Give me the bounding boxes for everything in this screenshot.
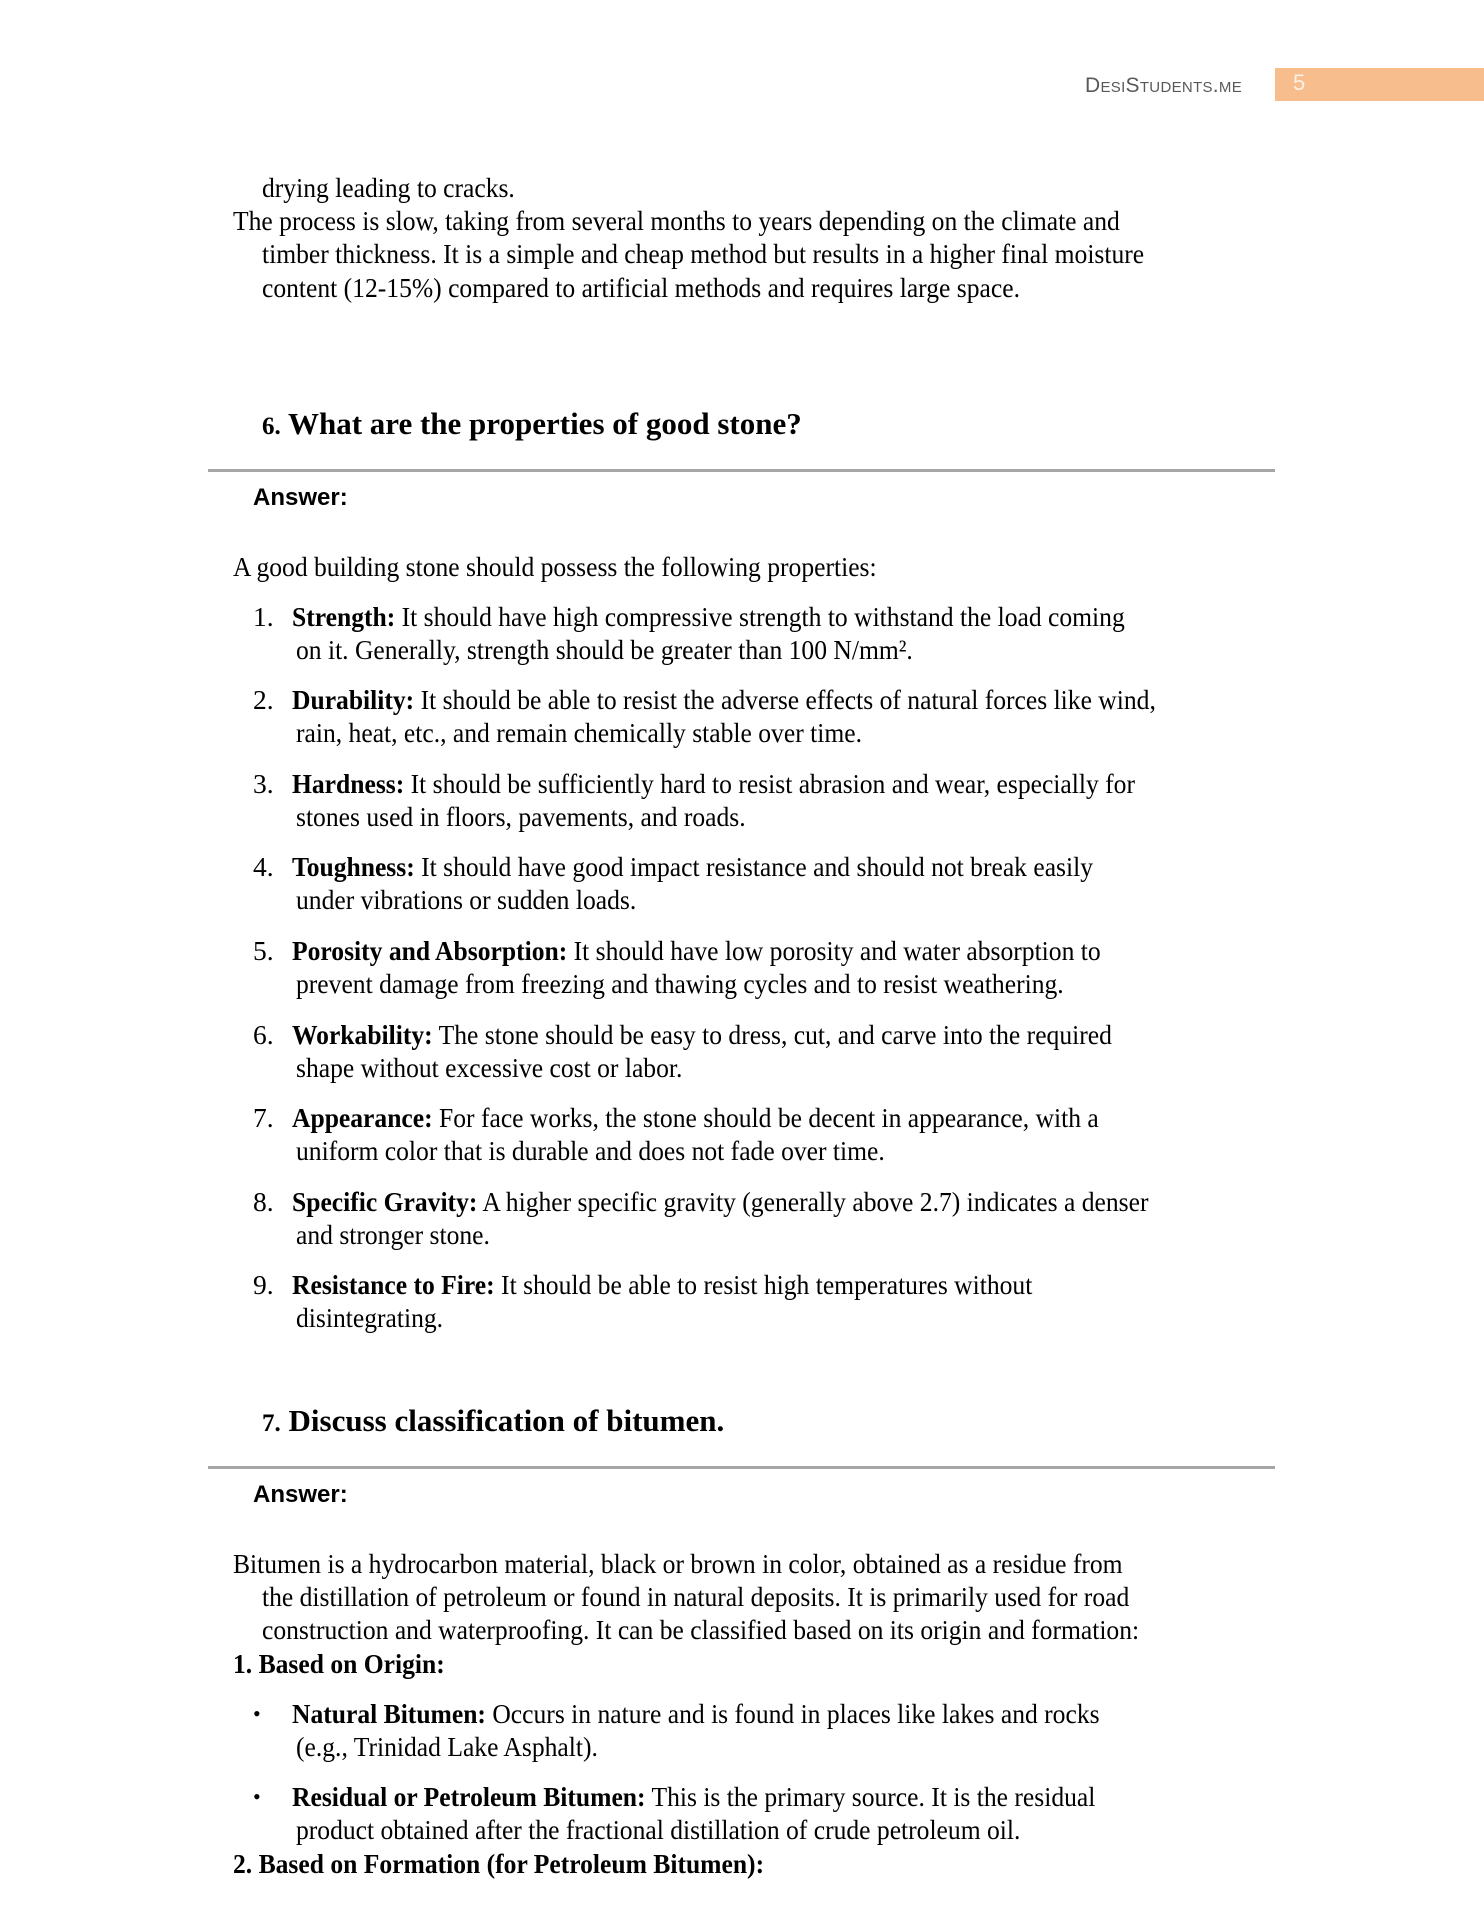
bullet-item: [292, 1780, 1095, 1814]
property-term: Hardness:: [292, 768, 405, 799]
property-term: Appearance:: [292, 1102, 433, 1133]
page-number: 5: [1293, 70, 1306, 95]
list-item-number: 7.: [253, 1102, 274, 1133]
bullet-item-continuation: product obtained after the fractional distillation of crude petroleum oil.: [296, 1814, 1021, 1845]
property-description: For face works, the stone should be decent in appearance, with a: [432, 1102, 1099, 1133]
list-item: [292, 1268, 1032, 1302]
bitumen-type-description: This is the primary source. It is the residual: [645, 1781, 1096, 1812]
list-item-continuation: and stronger stone.: [296, 1219, 490, 1250]
list-item-number: 2.: [253, 684, 274, 715]
intro-line: drying leading to cracks.: [262, 172, 515, 203]
intro-line: timber thickness. It is a simple and cheap method but results in a higher final moisture: [262, 238, 1145, 269]
list-item-number: 8.: [253, 1186, 274, 1217]
page-number-badge: [1275, 68, 1484, 101]
question-title: What are the properties of good stone?: [287, 406, 802, 441]
list-item-continuation: under vibrations or sudden loads.: [296, 884, 637, 915]
property-description: It should be able to resist high temperatures without: [494, 1269, 1033, 1300]
property-term: Toughness:: [292, 851, 415, 882]
question-heading: [262, 406, 802, 442]
list-item-number: 6.: [253, 1019, 274, 1050]
list-item-number: 3.: [253, 768, 274, 799]
list-item-number: 4.: [253, 851, 274, 882]
list-item-continuation: stones used in floors, pavements, and roads.: [296, 801, 746, 832]
subheading-origin: 1. Based on Origin:: [233, 1648, 445, 1679]
property-description: It should be able to resist the adverse effects of natural forces like wind,: [414, 684, 1156, 715]
question-number: 7.: [262, 1410, 281, 1437]
list-item: [292, 1185, 1148, 1219]
bullet-item: [292, 1697, 1100, 1731]
list-item: [292, 934, 1101, 968]
property-description: A higher specific gravity (generally above 2.7) indicates a denser: [477, 1186, 1149, 1217]
list-item: [292, 767, 1135, 801]
site-name: DesiStudents.me: [1085, 74, 1243, 97]
intro-line: The process is slow, taking from several months to years depending on the climate and: [233, 205, 1120, 236]
bitumen-intro-line: Bitumen is a hydrocarbon material, black or brown in color, obtained as a residue from: [233, 1548, 1123, 1579]
section-divider: [208, 469, 1275, 472]
subheading-formation: 2. Based on Formation (for Petroleum Bitumen):: [233, 1848, 765, 1879]
list-item: [292, 683, 1156, 717]
bitumen-type-term: Residual or Petroleum Bitumen:: [292, 1781, 646, 1812]
bullet-icon: •: [253, 1701, 261, 1726]
property-term: Workability:: [292, 1019, 433, 1050]
property-term: Specific Gravity:: [292, 1186, 478, 1217]
list-item-continuation: prevent damage from freezing and thawing cycles and to resist weathering.: [296, 968, 1064, 999]
property-description: It should have good impact resistance and should not break easily: [414, 851, 1094, 882]
property-term: Porosity and Absorption:: [292, 935, 568, 966]
property-term: Durability:: [292, 684, 415, 715]
question-title: Discuss classification of bitumen.: [288, 1403, 725, 1438]
list-item-continuation: uniform color that is durable and does not fade over time.: [296, 1135, 885, 1166]
list-item-continuation: shape without excessive cost or labor.: [296, 1052, 683, 1083]
property-description: It should be sufficiently hard to resist abrasion and wear, especially for: [404, 768, 1135, 799]
bullet-icon: •: [253, 1784, 261, 1809]
answer-label: Answer:: [253, 484, 348, 511]
list-item: [292, 1101, 1099, 1135]
list-item-number: 1.: [253, 601, 274, 632]
property-term: Strength:: [292, 601, 396, 632]
answer-label: Answer:: [253, 1481, 348, 1508]
property-description: It should have high compressive strength to withstand the load coming: [395, 601, 1125, 632]
property-description: The stone should be easy to dress, cut, and carve into the required: [432, 1019, 1112, 1050]
answer-lead: A good building stone should possess the following properties:: [233, 551, 877, 582]
list-item-continuation: on it. Generally, strength should be greater than 100 N/mm².: [296, 634, 913, 665]
list-item-number: 5.: [253, 935, 274, 966]
bitumen-type-description: Occurs in nature and is found in places like lakes and rocks: [485, 1698, 1100, 1729]
list-item: [292, 850, 1093, 884]
list-item-number: 9.: [253, 1269, 274, 1300]
property-term: Resistance to Fire:: [292, 1269, 495, 1300]
bitumen-type-term: Natural Bitumen:: [292, 1698, 486, 1729]
list-item: [292, 600, 1125, 634]
list-item: [292, 1018, 1112, 1052]
question-number: 6.: [262, 413, 281, 440]
bitumen-intro-line: construction and waterproofing. It can be classified based on its origin and formation:: [262, 1614, 1140, 1645]
section-divider: [208, 1466, 1275, 1469]
intro-line: content (12-15%) compared to artificial methods and requires large space.: [262, 272, 1020, 303]
bitumen-intro-line: the distillation of petroleum or found in natural deposits. It is primarily used for road: [262, 1581, 1130, 1612]
list-item-continuation: disintegrating.: [296, 1302, 444, 1333]
question-heading: [262, 1403, 724, 1439]
list-item-continuation: rain, heat, etc., and remain chemically stable over time.: [296, 717, 862, 748]
bullet-item-continuation: (e.g., Trinidad Lake Asphalt).: [296, 1731, 598, 1762]
property-description: It should have low porosity and water absorption to: [567, 935, 1101, 966]
